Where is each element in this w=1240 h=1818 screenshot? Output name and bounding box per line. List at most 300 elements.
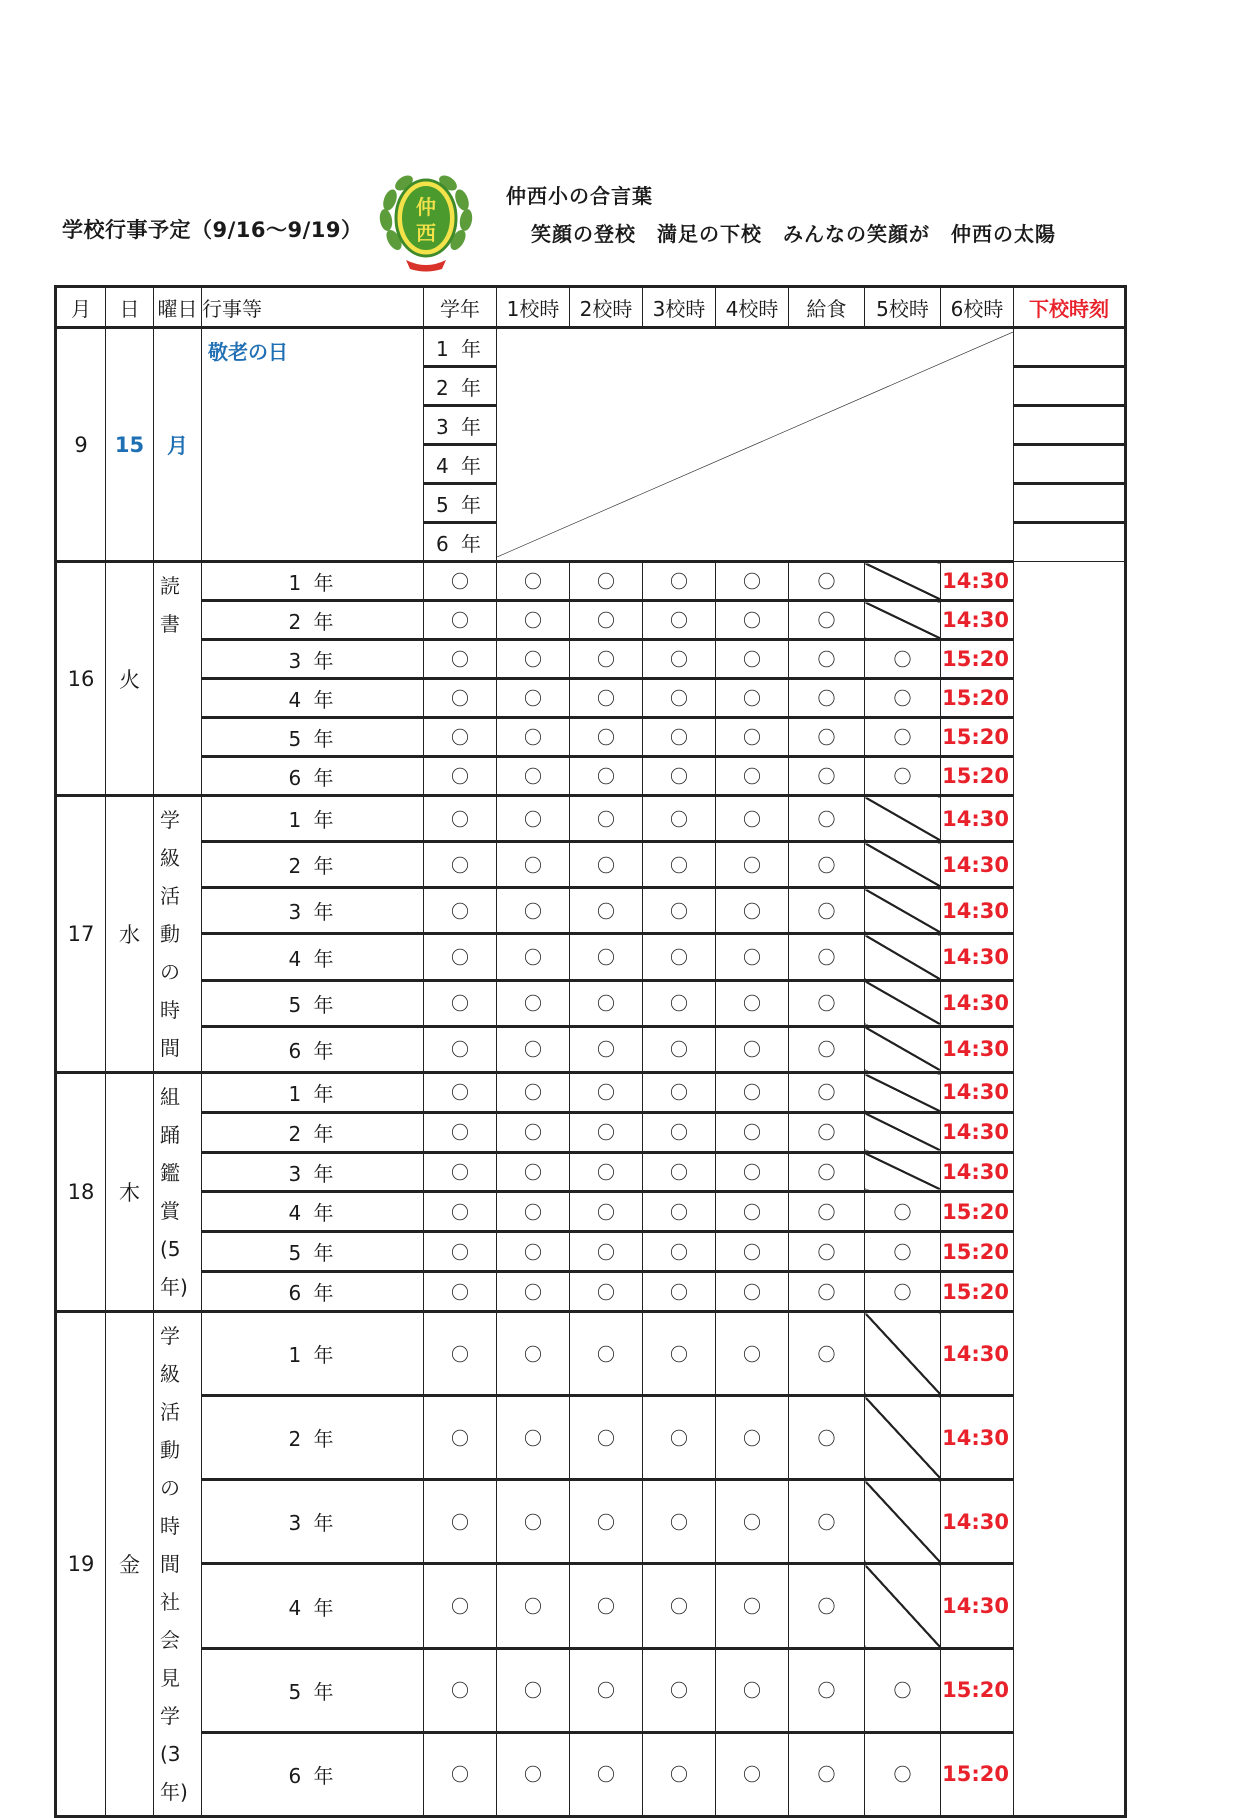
period-mark: 〇 — [716, 1192, 789, 1232]
period-mark: 〇 — [424, 757, 497, 796]
column-header: 下校時刻 — [1014, 287, 1126, 328]
period-mark: 〇 — [570, 1480, 643, 1564]
period-mark: 〇 — [570, 1732, 643, 1816]
period-mark: 〇 — [424, 1073, 497, 1113]
no-sixth-period — [865, 1564, 941, 1648]
column-header: 4校時 — [716, 287, 789, 328]
grade-cell: 2 年 — [202, 601, 424, 640]
period-mark: 〇 — [643, 1272, 716, 1312]
period-mark: 〇 — [424, 1152, 497, 1192]
period-mark: 〇 — [570, 1396, 643, 1480]
grade-cell: 5 年 — [202, 1648, 424, 1732]
motto: 笑顔の登校 満足の下校 みんなの笑顔が 仲西の太陽 — [531, 222, 1056, 246]
event-cell — [154, 562, 202, 796]
grade-cell: 6 年 — [202, 1026, 424, 1072]
dismissal-time-cell: 14:30 — [941, 796, 1014, 842]
table-row — [56, 640, 1126, 679]
event-item: 学級活動の時間 — [160, 808, 180, 1060]
period-mark: 〇 — [789, 796, 865, 842]
column-header: 2校時 — [570, 287, 643, 328]
period-mark: 〇 — [789, 1192, 865, 1232]
column-header: 行事等 — [202, 287, 424, 328]
period-mark: 〇 — [497, 1648, 570, 1732]
period-mark: 〇 — [497, 1073, 570, 1113]
no-sixth-period — [865, 1026, 941, 1072]
period-mark: 〇 — [789, 1232, 865, 1272]
column-header: 曜日 — [154, 287, 202, 328]
period-mark: 〇 — [789, 562, 865, 601]
period-mark: 〇 — [789, 1112, 865, 1152]
day-block — [56, 1312, 1126, 1817]
dismissal-time-cell: 15:20 — [941, 1648, 1014, 1732]
no-sixth-period — [865, 934, 941, 980]
period-mark: 〇 — [570, 1312, 643, 1396]
period-mark: 〇 — [716, 601, 789, 640]
period-mark: 〇 — [424, 562, 497, 601]
dismissal-time-cell: 15:20 — [941, 757, 1014, 796]
column-header: 学年 — [424, 287, 497, 328]
period-mark: 〇 — [497, 842, 570, 888]
period-mark: 〇 — [643, 562, 716, 601]
period-mark: 〇 — [424, 1480, 497, 1564]
dismissal-time-cell: 14:30 — [941, 1396, 1014, 1480]
period-mark: 〇 — [570, 679, 643, 718]
schedule-table — [54, 285, 1127, 1818]
period-mark: 〇 — [789, 842, 865, 888]
period-mark: 〇 — [570, 1112, 643, 1152]
period-mark: 〇 — [865, 1272, 941, 1312]
period-mark: 〇 — [424, 1396, 497, 1480]
table-row — [56, 1396, 1126, 1480]
period-mark: 〇 — [789, 934, 865, 980]
period-mark: 〇 — [424, 601, 497, 640]
period-mark: 〇 — [716, 757, 789, 796]
holiday-no-classes — [497, 328, 1014, 562]
period-mark: 〇 — [865, 757, 941, 796]
table-row — [56, 796, 1126, 842]
period-mark: 〇 — [716, 1396, 789, 1480]
column-header: 月 — [56, 287, 106, 328]
grade-cell: 5 年 — [202, 1232, 424, 1272]
table-row — [56, 1732, 1126, 1816]
table-row — [56, 1232, 1126, 1272]
period-mark: 〇 — [789, 1026, 865, 1072]
day-block — [56, 796, 1126, 1073]
period-mark: 〇 — [497, 1396, 570, 1480]
period-mark: 〇 — [424, 640, 497, 679]
no-sixth-period — [865, 562, 941, 601]
dismissal-time-cell: 15:20 — [941, 718, 1014, 757]
table-row — [56, 934, 1126, 980]
period-mark: 〇 — [716, 1232, 789, 1272]
table-row — [56, 601, 1126, 640]
period-mark: 〇 — [643, 601, 716, 640]
period-mark: 〇 — [643, 1026, 716, 1072]
dismissal-time-cell: 14:30 — [941, 1152, 1014, 1192]
period-mark: 〇 — [716, 842, 789, 888]
table-row — [56, 980, 1126, 1026]
period-mark: 〇 — [643, 718, 716, 757]
dismissal-time-cell: 15:20 — [941, 679, 1014, 718]
period-mark: 〇 — [643, 888, 716, 934]
period-mark: 〇 — [643, 842, 716, 888]
period-mark: 〇 — [716, 562, 789, 601]
grade-cell: 6 年 — [424, 523, 497, 562]
period-mark: 〇 — [789, 1564, 865, 1648]
motto-label: 仲西小の合言葉 — [506, 184, 653, 208]
grade-cell: 1 年 — [202, 1073, 424, 1113]
no-sixth-period — [865, 1396, 941, 1480]
period-mark: 〇 — [497, 1272, 570, 1312]
no-sixth-period — [865, 796, 941, 842]
dismissal-time-cell: 14:30 — [941, 1026, 1014, 1072]
page-title: 学校行事予定（9/16〜9/19） — [62, 218, 363, 242]
period-mark: 〇 — [865, 679, 941, 718]
table-row — [56, 757, 1126, 796]
period-mark: 〇 — [424, 796, 497, 842]
period-mark: 〇 — [497, 757, 570, 796]
grade-cell: 6 年 — [202, 1732, 424, 1816]
event-cell — [202, 328, 424, 562]
ribbon — [406, 260, 446, 272]
period-mark: 〇 — [865, 1648, 941, 1732]
table-row — [56, 718, 1126, 757]
day-cell: 15 — [106, 328, 154, 562]
table-row — [56, 1312, 1126, 1396]
period-mark: 〇 — [643, 1232, 716, 1272]
dismissal-time-cell: 14:30 — [941, 562, 1014, 601]
period-mark: 〇 — [716, 980, 789, 1026]
period-mark: 〇 — [497, 980, 570, 1026]
period-mark: 〇 — [643, 1112, 716, 1152]
period-mark: 〇 — [497, 1732, 570, 1816]
period-mark: 〇 — [570, 796, 643, 842]
dismissal-time-cell: 14:30 — [941, 980, 1014, 1026]
day-cell: 19 — [56, 1312, 106, 1817]
table-row — [56, 562, 1126, 601]
grade-cell: 6 年 — [202, 757, 424, 796]
table-row — [56, 1112, 1126, 1152]
period-mark: 〇 — [424, 1272, 497, 1312]
day-cell: 16 — [56, 562, 106, 796]
period-mark: 〇 — [789, 980, 865, 1026]
event-item: 読書 — [160, 574, 180, 636]
grade-cell: 1 年 — [202, 562, 424, 601]
period-mark: 〇 — [789, 1480, 865, 1564]
period-mark: 〇 — [643, 980, 716, 1026]
grade-cell: 3 年 — [202, 640, 424, 679]
period-mark: 〇 — [643, 1312, 716, 1396]
period-mark: 〇 — [643, 1648, 716, 1732]
dismissal-time-cell — [1014, 406, 1126, 445]
period-mark: 〇 — [497, 562, 570, 601]
period-mark: 〇 — [865, 1192, 941, 1232]
period-mark: 〇 — [570, 640, 643, 679]
day-cell: 18 — [56, 1073, 106, 1312]
day-block — [56, 328, 1126, 562]
period-mark: 〇 — [497, 1480, 570, 1564]
period-mark: 〇 — [716, 1073, 789, 1113]
period-mark: 〇 — [716, 1112, 789, 1152]
grade-cell: 4 年 — [202, 1564, 424, 1648]
period-mark: 〇 — [643, 1564, 716, 1648]
period-mark: 〇 — [497, 601, 570, 640]
dismissal-time-cell — [1014, 484, 1126, 523]
period-mark: 〇 — [497, 1564, 570, 1648]
period-mark: 〇 — [424, 1312, 497, 1396]
no-sixth-period — [865, 842, 941, 888]
dismissal-time-cell: 14:30 — [941, 1480, 1014, 1564]
period-mark: 〇 — [716, 679, 789, 718]
period-mark: 〇 — [716, 888, 789, 934]
table-row — [56, 1192, 1126, 1232]
emblem-char-bottom: 西 — [416, 221, 436, 245]
grade-cell: 3 年 — [202, 888, 424, 934]
grade-cell: 3 年 — [424, 406, 497, 445]
day-cell: 17 — [56, 796, 106, 1073]
period-mark: 〇 — [865, 640, 941, 679]
period-mark: 〇 — [716, 1564, 789, 1648]
event-cell — [154, 1312, 202, 1817]
period-mark: 〇 — [497, 796, 570, 842]
weekday-cell: 金 — [106, 1312, 154, 1817]
period-mark: 〇 — [789, 1312, 865, 1396]
emblem-char-top: 仲 — [416, 195, 436, 219]
period-mark: 〇 — [424, 934, 497, 980]
grade-cell: 1 年 — [202, 796, 424, 842]
period-mark: 〇 — [789, 640, 865, 679]
period-mark: 〇 — [716, 718, 789, 757]
period-mark: 〇 — [643, 757, 716, 796]
period-mark: 〇 — [570, 888, 643, 934]
table-row — [56, 1272, 1126, 1312]
period-mark: 〇 — [643, 1480, 716, 1564]
period-mark: 〇 — [570, 1232, 643, 1272]
period-mark: 〇 — [570, 1192, 643, 1232]
period-mark: 〇 — [643, 796, 716, 842]
period-mark: 〇 — [424, 888, 497, 934]
period-mark: 〇 — [497, 640, 570, 679]
dismissal-time-cell: 15:20 — [941, 1732, 1014, 1816]
period-mark: 〇 — [716, 640, 789, 679]
period-mark: 〇 — [497, 679, 570, 718]
period-mark: 〇 — [497, 1192, 570, 1232]
weekday-cell: 月 — [154, 328, 202, 562]
period-mark: 〇 — [497, 888, 570, 934]
day-block — [56, 1073, 1126, 1312]
period-mark: 〇 — [643, 934, 716, 980]
no-sixth-period — [865, 888, 941, 934]
period-mark: 〇 — [424, 1232, 497, 1272]
weekday-cell: 木 — [106, 1073, 154, 1312]
period-mark: 〇 — [497, 1232, 570, 1272]
period-mark: 〇 — [789, 757, 865, 796]
period-mark: 〇 — [570, 1073, 643, 1113]
grade-cell: 2 年 — [424, 367, 497, 406]
weekday-cell: 火 — [106, 562, 154, 796]
period-mark: 〇 — [497, 718, 570, 757]
table-row — [56, 1480, 1126, 1564]
dismissal-time-cell: 14:30 — [941, 601, 1014, 640]
diagonal-line — [497, 332, 1013, 557]
column-header: 6校時 — [941, 287, 1014, 328]
column-header: 1校時 — [497, 287, 570, 328]
dismissal-time-cell: 14:30 — [941, 888, 1014, 934]
period-mark: 〇 — [643, 679, 716, 718]
period-mark: 〇 — [789, 601, 865, 640]
period-mark: 〇 — [570, 1564, 643, 1648]
period-mark: 〇 — [497, 1026, 570, 1072]
dismissal-time-cell: 15:20 — [941, 1192, 1014, 1232]
period-mark: 〇 — [716, 1648, 789, 1732]
grade-cell: 2 年 — [202, 842, 424, 888]
event-cell — [154, 1073, 202, 1312]
dismissal-time-cell: 15:20 — [941, 1272, 1014, 1312]
period-mark: 〇 — [424, 1112, 497, 1152]
table-row — [56, 1026, 1126, 1072]
table-row — [56, 1073, 1126, 1113]
period-mark: 〇 — [716, 934, 789, 980]
period-mark: 〇 — [424, 980, 497, 1026]
grade-cell: 4 年 — [202, 1192, 424, 1232]
weekday-cell: 水 — [106, 796, 154, 1073]
period-mark: 〇 — [643, 640, 716, 679]
column-header: 日 — [106, 287, 154, 328]
grade-cell: 1 年 — [424, 328, 497, 367]
dismissal-time-cell — [1014, 367, 1126, 406]
table-row — [56, 679, 1126, 718]
period-mark: 〇 — [497, 1152, 570, 1192]
column-header: 給食 — [789, 287, 865, 328]
table-row — [56, 1152, 1126, 1192]
period-mark: 〇 — [716, 1480, 789, 1564]
period-mark: 〇 — [570, 1152, 643, 1192]
event-item: 敬老の日 — [208, 340, 288, 364]
period-mark: 〇 — [789, 1396, 865, 1480]
dismissal-time-cell — [1014, 445, 1126, 484]
period-mark: 〇 — [643, 1192, 716, 1232]
period-mark: 〇 — [789, 679, 865, 718]
column-header: 3校時 — [643, 287, 716, 328]
event-item: 組踊鑑賞(5年) — [160, 1085, 188, 1299]
no-sixth-period — [865, 980, 941, 1026]
grade-cell: 5 年 — [202, 718, 424, 757]
no-sixth-period — [865, 1480, 941, 1564]
dismissal-time-cell: 14:30 — [941, 1312, 1014, 1396]
period-mark: 〇 — [643, 1396, 716, 1480]
period-mark: 〇 — [570, 757, 643, 796]
no-sixth-period — [865, 601, 941, 640]
period-mark: 〇 — [865, 1732, 941, 1816]
period-mark: 〇 — [497, 1312, 570, 1396]
grade-cell: 2 年 — [202, 1396, 424, 1480]
period-mark: 〇 — [570, 601, 643, 640]
period-mark: 〇 — [570, 562, 643, 601]
school-emblem-icon — [376, 170, 476, 274]
dismissal-time-cell: 14:30 — [941, 934, 1014, 980]
grade-cell: 5 年 — [424, 484, 497, 523]
grade-cell: 3 年 — [202, 1152, 424, 1192]
period-mark: 〇 — [716, 1732, 789, 1816]
period-mark: 〇 — [424, 1732, 497, 1816]
dismissal-time-cell: 14:30 — [941, 1564, 1014, 1648]
period-mark: 〇 — [570, 934, 643, 980]
table-row — [56, 1564, 1126, 1648]
no-sixth-period — [865, 1112, 941, 1152]
period-mark: 〇 — [643, 1152, 716, 1192]
period-mark: 〇 — [643, 1073, 716, 1113]
period-mark: 〇 — [424, 679, 497, 718]
period-mark: 〇 — [789, 1272, 865, 1312]
period-mark: 〇 — [424, 1026, 497, 1072]
dismissal-time-cell: 14:30 — [941, 842, 1014, 888]
header-row — [56, 287, 1126, 328]
period-mark: 〇 — [424, 842, 497, 888]
event-item: 社会見学(3年) — [160, 1590, 188, 1804]
period-mark: 〇 — [865, 1232, 941, 1272]
period-mark: 〇 — [789, 1073, 865, 1113]
column-header: 5校時 — [865, 287, 941, 328]
no-sixth-period — [865, 1312, 941, 1396]
table-row — [56, 888, 1126, 934]
period-mark: 〇 — [716, 1272, 789, 1312]
table-row — [56, 328, 1126, 367]
dismissal-time-cell: 15:20 — [941, 1232, 1014, 1272]
day-block — [56, 562, 1126, 796]
period-mark: 〇 — [424, 1564, 497, 1648]
table-row — [56, 842, 1126, 888]
grade-cell: 3 年 — [202, 1480, 424, 1564]
dismissal-time-cell — [1014, 328, 1126, 367]
no-sixth-period — [865, 1152, 941, 1192]
period-mark: 〇 — [424, 718, 497, 757]
grade-cell: 1 年 — [202, 1312, 424, 1396]
grade-cell: 4 年 — [202, 679, 424, 718]
month-cell: 9 — [56, 328, 106, 562]
period-mark: 〇 — [497, 934, 570, 980]
period-mark: 〇 — [789, 718, 865, 757]
period-mark: 〇 — [716, 796, 789, 842]
period-mark: 〇 — [789, 1648, 865, 1732]
period-mark: 〇 — [716, 1312, 789, 1396]
grade-cell: 4 年 — [424, 445, 497, 484]
dismissal-time-cell: 14:30 — [941, 1112, 1014, 1152]
period-mark: 〇 — [424, 1192, 497, 1232]
period-mark: 〇 — [570, 718, 643, 757]
dismissal-time-cell — [1014, 523, 1126, 562]
period-mark: 〇 — [570, 842, 643, 888]
period-mark: 〇 — [789, 1732, 865, 1816]
grade-cell: 2 年 — [202, 1112, 424, 1152]
period-mark: 〇 — [789, 1152, 865, 1192]
period-mark: 〇 — [643, 1732, 716, 1816]
period-mark: 〇 — [789, 888, 865, 934]
dismissal-time-cell: 14:30 — [941, 1073, 1014, 1113]
period-mark: 〇 — [570, 1272, 643, 1312]
period-mark: 〇 — [497, 1112, 570, 1152]
period-mark: 〇 — [865, 718, 941, 757]
period-mark: 〇 — [716, 1152, 789, 1192]
period-mark: 〇 — [570, 980, 643, 1026]
grade-cell: 4 年 — [202, 934, 424, 980]
period-mark: 〇 — [570, 1648, 643, 1732]
grade-cell: 6 年 — [202, 1272, 424, 1312]
no-sixth-period — [865, 1073, 941, 1113]
grade-cell: 5 年 — [202, 980, 424, 1026]
period-mark: 〇 — [716, 1026, 789, 1072]
event-cell — [154, 796, 202, 1073]
table-row — [56, 1648, 1126, 1732]
